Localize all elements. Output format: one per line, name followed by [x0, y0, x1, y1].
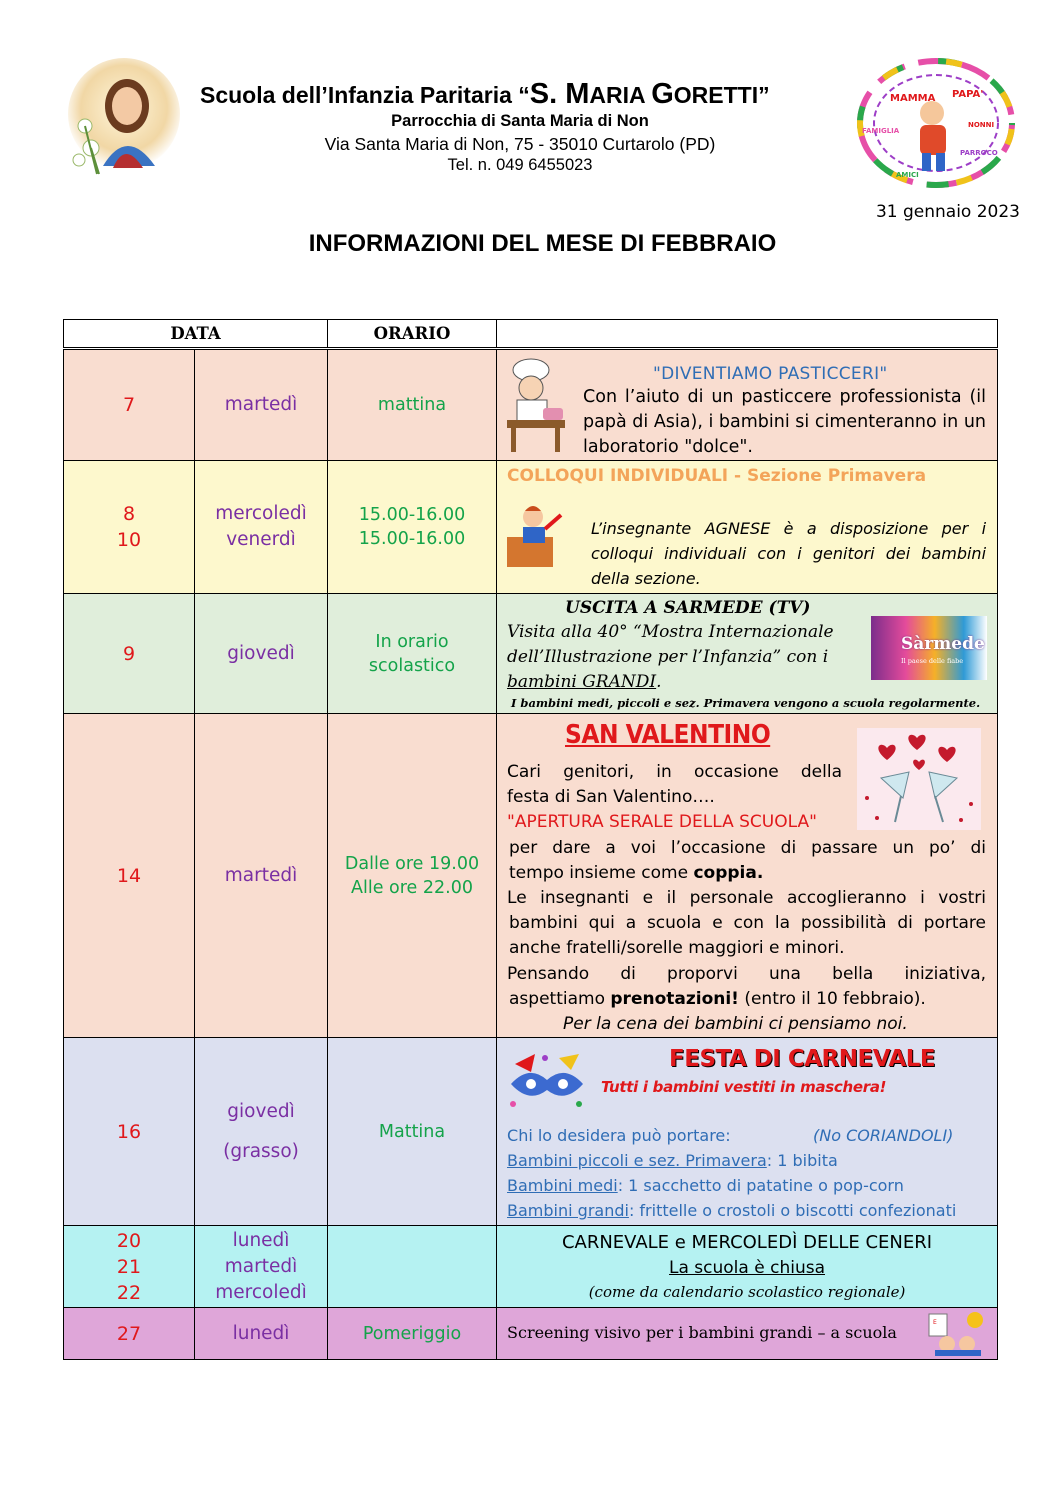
- time-range: 15.00-16.00: [358, 505, 466, 525]
- event-title: COLLOQUI INDIVIDUALI - Sezione Primavera: [507, 466, 927, 486]
- event-text-line: anche fratelli/sorelle maggiori e minori.: [509, 938, 845, 958]
- time-cell: mattina: [328, 349, 497, 461]
- description-cell: [497, 1308, 998, 1360]
- weekday-cell: lunedì: [195, 1308, 328, 1360]
- event-title: "DIVENTIAMO PASTICCERI": [653, 364, 888, 384]
- description-cell: [497, 1226, 998, 1308]
- day-cell: [64, 1226, 195, 1308]
- event-text-line: per dare a voi l’occasione di passare un po’ di: [509, 838, 987, 858]
- description-cell: [497, 461, 998, 594]
- event-text: L’insegnante AGNESE è a disposizione per i colloqui individuali con i genitori dei bambini della sezione.: [591, 519, 987, 588]
- header-description: [497, 320, 998, 349]
- event-text: Con l’aiuto di un pasticcere professionista (il papà di Asia), i bambini si cimenteranno in un laboratorio "dolce".: [583, 387, 987, 457]
- event-text-bold: prenotazioni!: [610, 989, 739, 1009]
- event-text-line: [507, 1201, 956, 1220]
- event-title: FESTA DI CARNEVALE: [669, 1046, 936, 1072]
- time-cell: [328, 461, 497, 594]
- document-date: 31 gennaio 2023: [875, 202, 1020, 222]
- weekday-cell: [195, 1226, 328, 1308]
- weekday-cell: [195, 461, 328, 594]
- calendar-table: [63, 319, 998, 1360]
- day-cell: 9: [64, 594, 195, 714]
- header-date: DATA: [64, 320, 328, 349]
- logo-word-parroco: PARROCO: [960, 149, 998, 157]
- day-number: 22: [116, 1281, 142, 1304]
- page-title: INFORMAZIONI DEL MESE DI FEBBRAIO: [308, 230, 777, 257]
- weekday-name: giovedì: [227, 1100, 295, 1122]
- description-cell: [497, 349, 998, 461]
- event-text-line: [509, 863, 763, 883]
- event-text-end: .: [656, 672, 662, 692]
- time-line: Dalle ore 19.00: [344, 853, 480, 874]
- event-text-line: Chi lo desidera può portare:: [507, 1126, 731, 1145]
- event-title: SAN VALENTINO: [565, 720, 771, 750]
- category-item: : frittelle o crostoli o biscotti confezionati: [628, 1201, 957, 1220]
- table-row: [64, 461, 998, 594]
- time-line: In orario: [375, 631, 449, 652]
- event-text-line: [507, 1176, 904, 1195]
- category-label: Bambini grandi: [507, 1201, 629, 1220]
- category-label: Bambini piccoli e sez. Primavera: [507, 1151, 767, 1170]
- time-range: 15.00-16.00: [358, 529, 466, 549]
- description-cell: [497, 1038, 998, 1226]
- event-text-line: Le insegnanti e il personale accoglieranno i vostri: [507, 888, 987, 908]
- event-text-part: aspettiamo: [509, 989, 611, 1009]
- event-subtitle: La scuola è chiusa: [669, 1257, 825, 1278]
- school-address: Via Santa Maria di Non, 75 - 35010 Curtarolo (PD): [324, 134, 716, 154]
- weekday-name: lunedì: [232, 1229, 290, 1251]
- category-label: Bambini medi: [507, 1176, 618, 1195]
- event-note: I bambini medi, piccoli e sez. Primavera vengono a scuola regolarmente.: [511, 696, 981, 710]
- event-text-line: dell’Illustrazione per l’Infanzia” con i: [507, 647, 829, 667]
- event-highlight: "APERTURA SERALE DELLA SCUOLA": [507, 812, 817, 832]
- event-text-line: [509, 989, 926, 1009]
- description-cell: [497, 594, 998, 714]
- eye-test-image: [927, 1310, 989, 1356]
- table-header-row: [64, 320, 998, 349]
- event-subtitle: Tutti i bambini vestiti in maschera!: [601, 1078, 887, 1096]
- weekday-cell: giovedì: [195, 594, 328, 714]
- description-cell: [497, 714, 998, 1038]
- event-text-part: (entro il 10 febbraio).: [738, 989, 926, 1009]
- event-text-line: Cari genitori, in occasione della: [507, 762, 843, 782]
- day-number: 8: [122, 503, 136, 525]
- table-row: [64, 1038, 998, 1226]
- day-number: 10: [116, 529, 142, 551]
- sarmede-logo-subtitle: Il paese delle fiabe: [901, 657, 964, 665]
- weekday-name: venerdì: [226, 529, 296, 550]
- saint-portrait: [63, 56, 185, 180]
- day-number: 21: [116, 1255, 142, 1278]
- sarmede-logo-text: Sàrmede: [901, 634, 985, 654]
- event-text-line: Per la cena dei bambini ci pensiamo noi.: [563, 1014, 908, 1034]
- event-note: (come da calendario scolastico regionale): [588, 1282, 906, 1301]
- header-time: ORARIO: [328, 320, 497, 349]
- category-item: : 1 sacchetto di patatine o pop-corn: [617, 1176, 904, 1195]
- table-row: [64, 594, 998, 714]
- day-cell: [64, 461, 195, 594]
- child-drawing-image: [503, 495, 573, 569]
- logo-word-famiglia: FAMIGLIA: [862, 127, 900, 135]
- time-cell: [328, 714, 497, 1038]
- community-logo: [852, 53, 1020, 193]
- table-row: [64, 349, 998, 461]
- event-note: (No CORIANDOLI): [813, 1126, 954, 1145]
- time-cell: Mattina: [328, 1038, 497, 1226]
- time-cell: [328, 1226, 497, 1308]
- sarmede-logo: [871, 616, 987, 680]
- logo-word-mamma: MAMMA: [890, 93, 936, 104]
- event-text-line: [507, 672, 662, 692]
- time-cell: [328, 594, 497, 714]
- day-cell: 16: [64, 1038, 195, 1226]
- school-name: Scuola dell’Infanzia Paritaria “S. MARIA GORETTI”: [200, 78, 770, 110]
- event-text-line: [507, 1151, 838, 1170]
- event-title: CARNEVALE e MERCOLEDÌ DELLE CENERI: [561, 1231, 933, 1253]
- day-cell: 14: [64, 714, 195, 1038]
- event-text-line: festa di San Valentino….: [507, 787, 715, 807]
- table-row: [64, 1226, 998, 1308]
- event-text-line: Visita alla 40° “Mostra Internazionale: [507, 622, 834, 642]
- time-line: scolastico: [368, 655, 456, 676]
- time-line: Alle ore 22.00: [351, 877, 473, 898]
- day-cell: 7: [64, 349, 195, 461]
- day-cell: 27: [64, 1308, 195, 1360]
- weekday-note: (grasso): [223, 1140, 299, 1162]
- logo-word-nonni: NONNI: [968, 121, 995, 129]
- category-item: : 1 bibita: [766, 1151, 838, 1170]
- weekday-cell: martedì: [195, 349, 328, 461]
- svg-text:E: E: [933, 1319, 937, 1326]
- event-text-bold: coppia.: [693, 863, 764, 883]
- school-phone: Tel. n. 049 6455023: [447, 156, 593, 174]
- parish-name: Parrocchia di Santa Maria di Non: [391, 112, 649, 130]
- day-number: 20: [116, 1229, 142, 1252]
- event-text: Screening visivo per i bambini grandi – a scuola: [507, 1323, 897, 1342]
- table-row: [64, 714, 998, 1038]
- table-row: [64, 1308, 998, 1360]
- valentine-toast-image: [857, 728, 981, 830]
- weekday-cell: [195, 1038, 328, 1226]
- event-text-part: tempo insieme come: [509, 863, 694, 883]
- pastry-chef-image: [501, 356, 569, 454]
- carnival-mask-image: [505, 1050, 587, 1112]
- logo-word-amici: AMICI: [896, 171, 919, 179]
- weekday-name: martedì: [224, 1255, 298, 1277]
- event-title: USCITA A SARMEDE (TV): [565, 598, 811, 618]
- time-cell: Pomeriggio: [328, 1308, 497, 1360]
- logo-word-papa: PAPA': [952, 89, 984, 100]
- event-text-line: Pensando di proporvi una bella iniziativa,: [507, 964, 987, 984]
- weekday-name: mercoledì: [215, 1281, 307, 1303]
- weekday-cell: martedì: [195, 714, 328, 1038]
- weekday-name: mercoledì: [215, 503, 307, 524]
- event-text-underlined: bambini GRANDI: [507, 672, 657, 692]
- event-text-line: bambini qui a scuola e con la possibilità di portare: [509, 913, 987, 933]
